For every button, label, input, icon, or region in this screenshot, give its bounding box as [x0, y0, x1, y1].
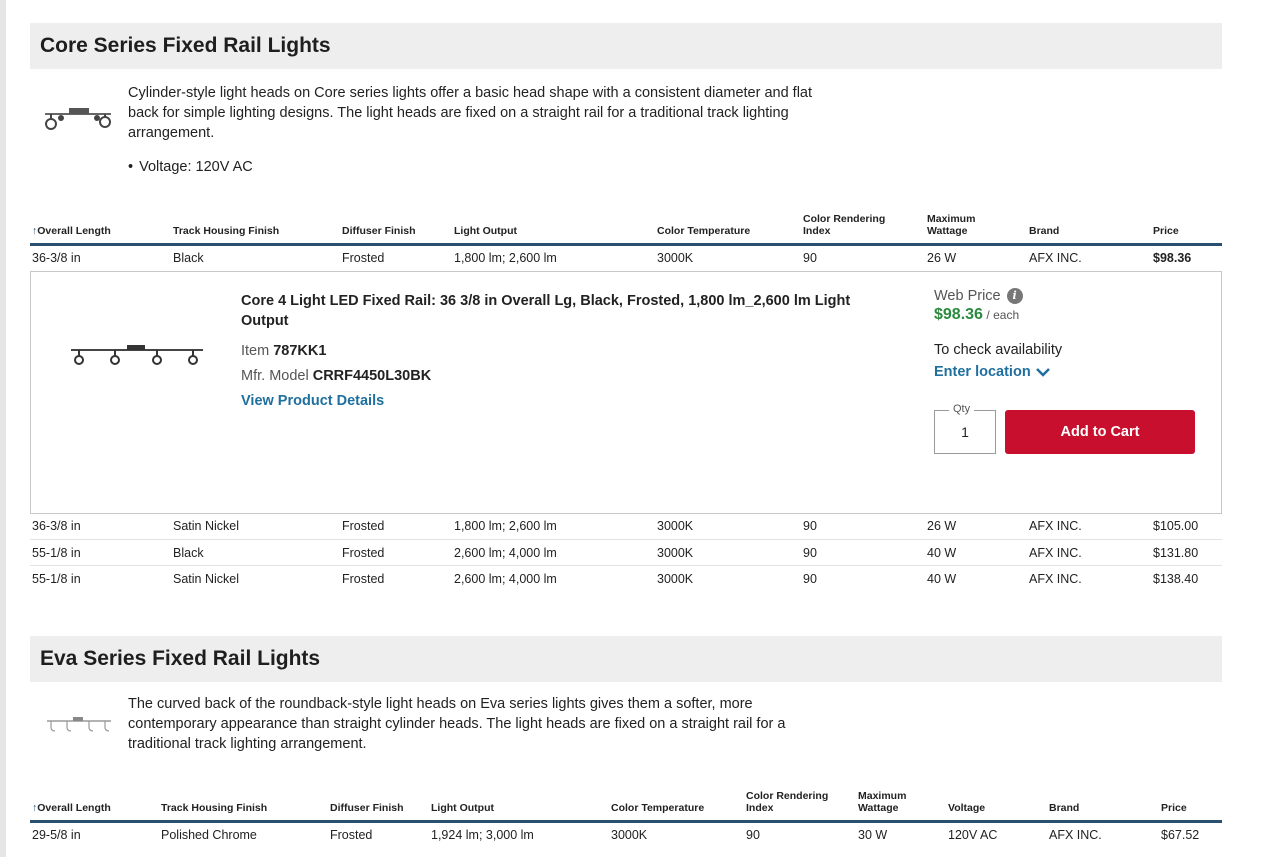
core-header-row — [30, 213, 1222, 245]
header-diffuser-finish[interactable]: Diffuser Finish — [330, 801, 404, 814]
row-price-link[interactable]: $67.52 — [1161, 827, 1200, 842]
header-max-wattage[interactable]: Maximum Wattage — [858, 789, 907, 814]
window-edge — [0, 0, 6, 857]
header-cri[interactable]: Color Rendering Index — [803, 213, 886, 237]
header-track-housing-finish[interactable]: Track Housing Finish — [161, 801, 268, 814]
eva-section-title: Eva Series Fixed Rail Lights — [40, 646, 321, 670]
web-price-amount: $98.36 — [934, 305, 983, 323]
core-voltage-bullet: • Voltage: 120V AC — [128, 159, 818, 175]
eva-intro — [30, 694, 1222, 790]
chevron-down-icon — [1035, 366, 1051, 378]
eva-description: The curved back of the roundback-style light heads on Eva series lights gives them a softer, more contemporary appearance than straight cylinder heads. The light heads are fixed on a straight rail for a traditional track lighting arrangement. — [128, 695, 786, 752]
track-light-image-icon — [43, 715, 115, 735]
header-color-temperature[interactable]: Color Temperature — [611, 801, 705, 814]
buy-box — [934, 288, 1199, 454]
table-row[interactable]: 29-5/8 in Polished Chrome Frosted 1,924 lm; 3,000 lm 3000K 90 30 W 120V AC AFX INC. $67.52 — [30, 821, 1222, 847]
header-price[interactable]: Price — [1161, 801, 1187, 814]
eva-header-row — [30, 790, 1222, 822]
row-price-link[interactable]: $131.80 — [1153, 545, 1199, 560]
header-cri[interactable]: Color Rendering Index — [746, 789, 829, 814]
page-content — [30, 0, 1222, 847]
header-color-temperature[interactable]: Color Temperature — [657, 225, 751, 237]
sort-up-arrow-icon: ↑ — [32, 225, 38, 237]
info-icon[interactable]: i — [1007, 288, 1023, 304]
product-info — [241, 291, 861, 409]
product-detail-row — [30, 271, 1222, 514]
product-image — [67, 342, 207, 375]
core-series-thumbnail — [30, 83, 128, 153]
eva-section-header — [30, 636, 1222, 682]
core-section-header — [30, 23, 1222, 69]
header-brand[interactable]: Brand — [1049, 801, 1080, 814]
table-row[interactable]: 55-1/8 in Black Frosted 2,600 lm; 4,000 lm 3000K 90 40 W AFX INC. $131.80 — [30, 540, 1222, 566]
core-description: Cylinder-style light heads on Core series lights offer a basic head shape with a consistent diameter and flat back for simple lighting designs. The light heads are fixed on a straight rail for a traditional track lighting arrangement. — [128, 85, 813, 141]
header-brand[interactable]: Brand — [1029, 225, 1060, 237]
table-row[interactable]: 36-3/8 in Satin Nickel Frosted 1,800 lm; 2,600 lm 3000K 90 26 W AFX INC. $105.00 — [30, 514, 1222, 540]
product-detail-panel — [30, 271, 1222, 514]
header-overall-length[interactable]: ↑Overall Length — [32, 801, 111, 814]
header-light-output[interactable]: Light Output — [431, 801, 494, 814]
row-price: $98.36 — [1153, 251, 1192, 266]
availability-text: To check availability — [934, 341, 1063, 358]
header-light-output[interactable]: Light Output — [454, 225, 517, 237]
enter-location-link[interactable]: Enter location — [934, 364, 1199, 380]
header-max-wattage[interactable]: Maximum Wattage — [927, 213, 976, 237]
core-section-title: Core Series Fixed Rail Lights — [40, 34, 331, 57]
core-spec-table — [30, 213, 1222, 592]
quantity-input[interactable] — [934, 402, 996, 454]
eva-series-thumbnail — [30, 694, 128, 756]
table-row[interactable]: 55-1/8 in Satin Nickel Frosted 2,600 lm; 4,000 lm 3000K 90 40 W AFX INC. $138.40 — [30, 566, 1222, 592]
header-overall-length[interactable]: ↑Overall Length — [32, 225, 111, 237]
fixed-rail-light-image-icon — [67, 342, 207, 372]
header-voltage[interactable]: Voltage — [948, 801, 986, 814]
add-to-cart-button[interactable]: Add to Cart — [1005, 410, 1195, 454]
row-price-link[interactable]: $138.40 — [1153, 571, 1199, 586]
table-row[interactable]: 36-3/8 in Black Frosted 1,800 lm; 2,600 lm 3000K 90 26 W AFX INC. $98.36 — [30, 245, 1222, 271]
qty-label: Qty — [949, 403, 974, 415]
web-price-label: Web Price i — [934, 288, 1199, 304]
header-diffuser-finish[interactable]: Diffuser Finish — [342, 225, 416, 237]
product-title: Core 4 Light LED Fixed Rail: 36 3/8 in Overall Lg, Black, Frosted, 1,800 lm_2,600 lm Light Output — [241, 292, 851, 329]
view-product-details-link[interactable]: View Product Details — [241, 392, 385, 409]
item-number: Item 787KK1 — [241, 342, 327, 359]
web-price — [934, 306, 1199, 324]
header-price[interactable]: Price — [1153, 225, 1179, 237]
qty-value: 1 — [961, 423, 969, 440]
sort-up-arrow-icon: ↑ — [32, 801, 38, 814]
mfr-model: Mfr. Model CRRF4450L30BK — [241, 367, 432, 384]
eva-spec-table — [30, 790, 1222, 848]
row-price-link[interactable]: $105.00 — [1153, 519, 1199, 534]
core-intro — [30, 83, 1222, 213]
header-track-housing-finish[interactable]: Track Housing Finish — [173, 225, 280, 237]
per-each-label: / each — [986, 307, 1020, 322]
qty-row — [934, 402, 1199, 454]
track-light-image-icon — [39, 100, 119, 136]
